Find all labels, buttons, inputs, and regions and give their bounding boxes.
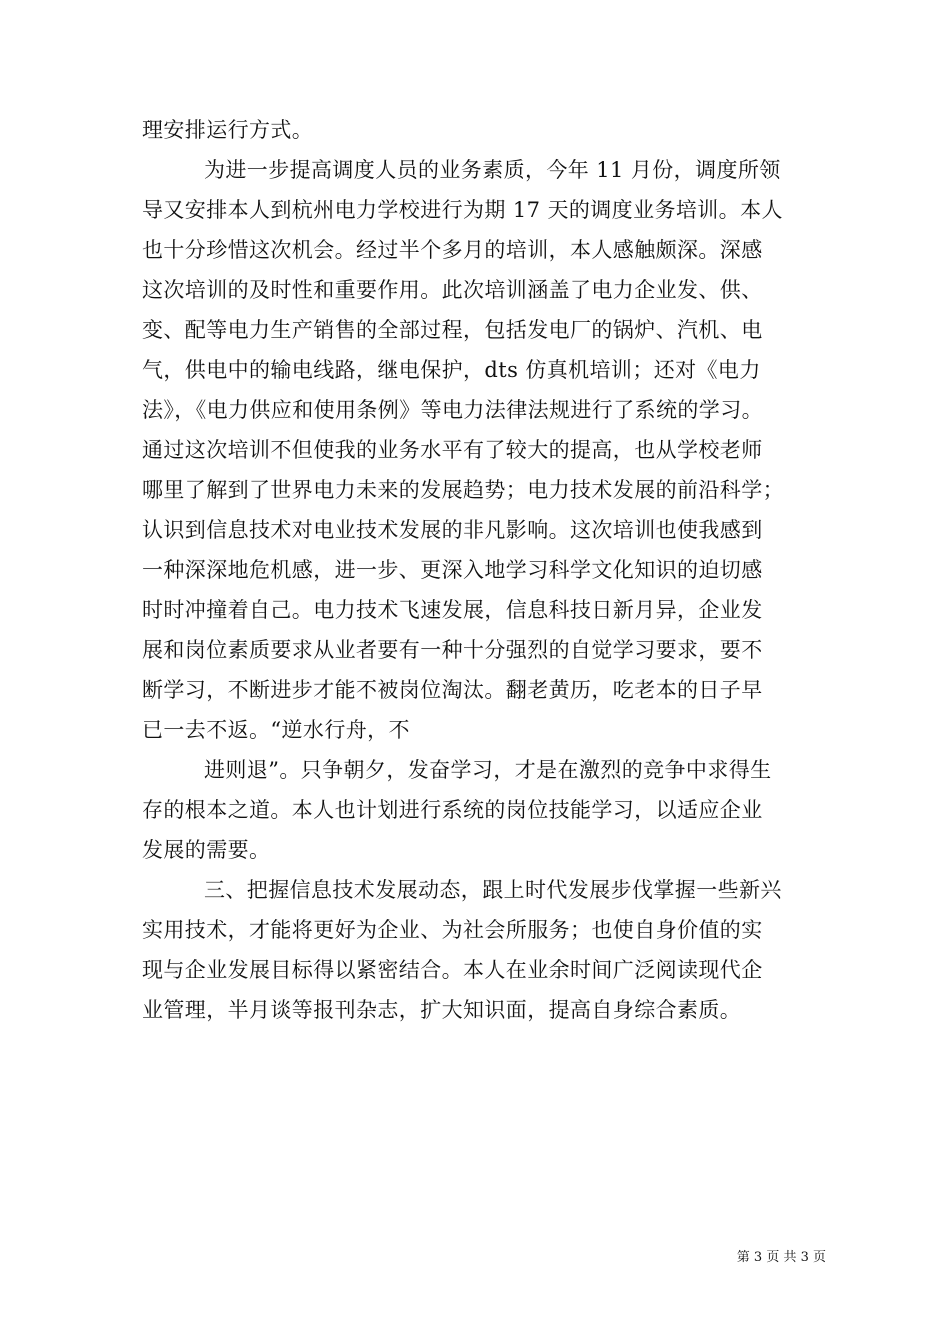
paragraph-start-line: 三、把握信息技术发展动态，跟上时代发展步伐掌握一些新兴: [204, 878, 782, 902]
text-line: 存的根本之道。本人也计划进行系统的岗位技能学习，以适应企业: [142, 798, 763, 822]
text-line: 一种深深地危机感，进一步、更深入地学习科学文化知识的迫切感: [142, 558, 763, 582]
text-line: 变、配等电力生产销售的全部过程，包括发电厂的锅炉、汽机、电: [142, 318, 763, 342]
text-line: 断学习，不断进步才能不被岗位淘汰。翻老黄历，吃老本的日子早: [142, 678, 763, 702]
text-line: 已一去不返。“逆水行舟，不: [142, 718, 410, 742]
text-line: 现与企业发展目标得以紧密结合。本人在业余时间广泛阅读现代企: [142, 958, 763, 982]
text-line: 展和岗位素质要求从业者要有一种十分强烈的自觉学习要求，要不: [142, 638, 763, 662]
body-text: [142, 110, 822, 1030]
text-line: 气，供电中的输电线路，继电保护，dts 仿真机培训；还对《电力: [142, 358, 761, 382]
text-line: 也十分珍惜这次机会。经过半个多月的培训，本人感触颇深。深感: [142, 238, 763, 262]
text-line: 导又安排本人到杭州电力学校进行为期 17 天的调度业务培训。本人: [142, 198, 783, 222]
text-line: 哪里了解到了世界电力未来的发展趋势；电力技术发展的前沿科学；: [142, 478, 784, 502]
text-line: 通过这次培训不但使我的业务水平有了较大的提高，也从学校老师: [142, 438, 763, 462]
text-line: 理安排运行方式。: [142, 118, 314, 142]
text-line: 实用技术，才能将更好为企业、为社会所服务；也使自身价值的实: [142, 918, 763, 942]
text-line: 法》，《电力供应和使用条例》等电力法律法规进行了系统的学习。: [142, 398, 763, 422]
text-line: 认识到信息技术对电业技术发展的非凡影响。这次培训也使我感到: [142, 518, 763, 542]
text-line: 时时冲撞着自己。电力技术飞速发展，信息科技日新月异，企业发: [142, 598, 763, 622]
paragraph-start-line: 为进一步提高调度人员的业务素质，今年 11 月份，调度所领: [204, 158, 781, 182]
text-line: 这次培训的及时性和重要作用。此次培训涵盖了电力企业发、供、: [142, 278, 763, 302]
text-line: 发展的需要。: [142, 838, 271, 862]
text-line: 业管理，半月谈等报刊杂志，扩大知识面，提高自身综合素质。: [142, 998, 742, 1022]
paragraph-start-line: 进则退”。只争朝夕，发奋学习，才是在激烈的竞争中求得生: [204, 758, 772, 782]
page-number: 第 3 页 共 3 页: [736, 1250, 826, 1265]
